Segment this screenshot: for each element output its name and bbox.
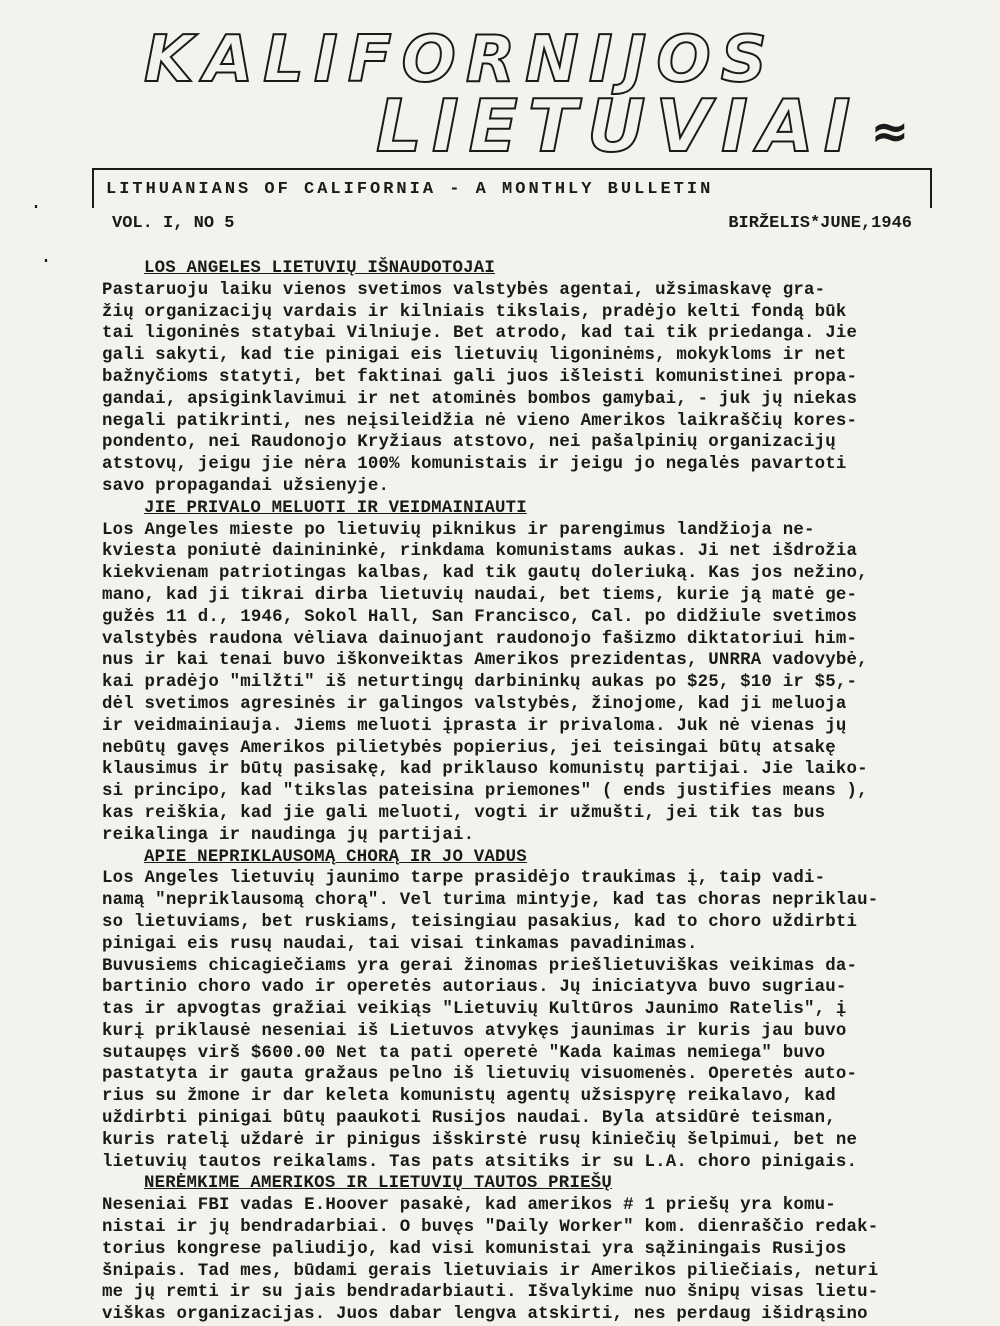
article-heading: LOS ANGELES LIETUVIŲ IŠNAUDOTOJAI [144,259,495,278]
article-heading: NERĖMKIME AMERIKOS IR LIETUVIŲ TAUTOS PRIEŠŲ [144,1174,612,1194]
subtitle-banner [92,168,932,208]
article-heading: APIE NEPRIKLAUSOMĄ CHORĄ IR JO VADUS [144,847,527,867]
issue-info [112,214,912,240]
margin-mark: · [30,196,43,219]
article-heading: JIE PRIVALO MELUOTI IR VEIDMAINIAUTI [144,498,527,518]
article-body: Pastaruoju laiku vienos svetimos valstybės agentai, užsimaskavę gra- žių organizacijų vardais ir kilniais tikslais, pradėjo kelti fondą būk tai ligoninės statybai Vilniuje. Bet atrodo, kad tai tik priedanga. Jie gali sakyti, kad tie pinigai eis lietuvių ligoninėms, mokykloms ir net bažnyčioms statyti, bet faktinai gali juos išleisti komunistinei propa- gandai, apsiginklavimui ir net atominės bombos gamybai, - juk jų niekas negali patikrinti, nes neįsileidžia nė vieno Amerikos laikraščių kores- pondento, nei Raudonojo Kryžiaus atstovo, nei pašalpinių organizacijų atstovų, jeigu jie nėra 100% komunistais ir jeigu jo negalės pavartoti savo propagandai užsienyje. [102,280,858,496]
masthead-title-line1: KALIFORNIJOS [144,23,777,97]
article-body: Los Angeles mieste po lietuvių piknikus ir parengimus landžioja ne- kviesta poniutė dainininkė, rinkdama komunistams aukas. Ji net išdrožia kiekvienam patriotingas kalbas, kad tik gautų doleriuką. Kas jos nežino, mano, kad ji tikrai dirba lietuvių naudai, bet tiems, kurie ją matė ge- gužės 11 d., 1946, Sokol Hall, San Francisco, Cal. po didžiule svetimos valstybės raudona vėliava dainuojant raudonojo fašizmo diktatoriui him- nus ir kai tenai buvo iškonveiktas Amerikos prezidentas, UNRRA vadovybė, kai pradėjo "milžti" iš neturtingų darbininkų aukas po $25, $10 ir $5,- dėl svetimos agresinės ir galingos valstybės, žinojome, kad ji meluoja ir veidmainiauja. Jiems meluoti įprasta ir privaloma. Juk nė vienas jų nebūtų gavęs Amerikos pilietybės popierius, jei teisingai būtų atsakę klausimus ir būtų pasisakę, kad priklauso komunistų partijai. Jie laiko- si principo, kad "tikslas pateisina priemones" ( ends justifies means ), kas reiškia, kad jie gali meluoti, vogti ir užmušti, jei tik tas bus reikalinga ir naudinga jų partijai. [102,520,868,845]
article-body: Neseniai FBI vadas E.Hoover pasakė, kad amerikos # 1 priešų yra komu- nistai ir jų bendradarbiai. O buvęs "Daily Worker" kom. dienraščio redak- torius kongrese paliudijo, kad visi komunistai yra sąžiningais Rusijos šnipais. Tad mes, būdami gerais lietuviais ir Amerikos piliečiais, neturi me jų remti ir su jais bendradarbiauti. Išvalykime nuo šnipų visas lietu- viškas organizacijas. Juos dabar lengva atskirti, nes perdaug išidrąsino [102,1196,879,1325]
article-column [102,258,952,1326]
issue-date: BIRŽELIS*JUNE,1946 [728,214,912,233]
margin-mark: · [40,250,53,273]
masthead-ornament: ≈ [870,104,909,159]
masthead-title-line2-text: LIETUVIAI [376,84,861,168]
masthead [140,23,909,168]
article-body: Los Angeles lietuvių jaunimo tarpe prasidėjo traukimas į, taip vadi- namą "nepriklausomą chorą". Vel turima mintyje, kad tas choras nepriklau- so lietuviams, bet ruskiams, teisingiau pasakius, kad to choro uždirbti pinigai eis rusų naudai, tai visai tinkamas pavadinimas. Buvusiems chicagiečiams yra gerai žinomas priešlietuviškas veikimas da- bartinio choro vado ir operetės autoriaus. Jų iniciatyva buvo sugriau- tas ir apvogtas gražiai veikiąs "Lietuvių Kultūros Jaunimo Ratelis", į kurį priklausė neseniai iš Lietuvos atvykęs jaunimas ir kuris jau buvo sutaupęs virš $600.00 Net ta pati operetė "Kada kaimas nemiega" buvo pastatyta ir gauta gražaus pelno iš lietuvių visuomenės. Operetės auto- rius su žmone ir dar keleta komunistų agentų užsispyrę reikalavo, kad uždirbti pinigai būtų paaukoti Rusijos naudai. Byla atsidūrė teisman, kuris ratelį uždarė ir pinigus išskirstė rusų kiniečių šelpimui, bet ne lietuvių tautos reikalams. Tas pats atsitiks ir su L.A. choro pinigais. [102,869,879,1172]
masthead-title-line2 [376,84,909,168]
subtitle-text: LITHUANIANS OF CALIFORNIA - A MONTHLY BULLETIN [106,180,714,199]
volume-number: VOL. I, NO 5 [112,214,235,233]
